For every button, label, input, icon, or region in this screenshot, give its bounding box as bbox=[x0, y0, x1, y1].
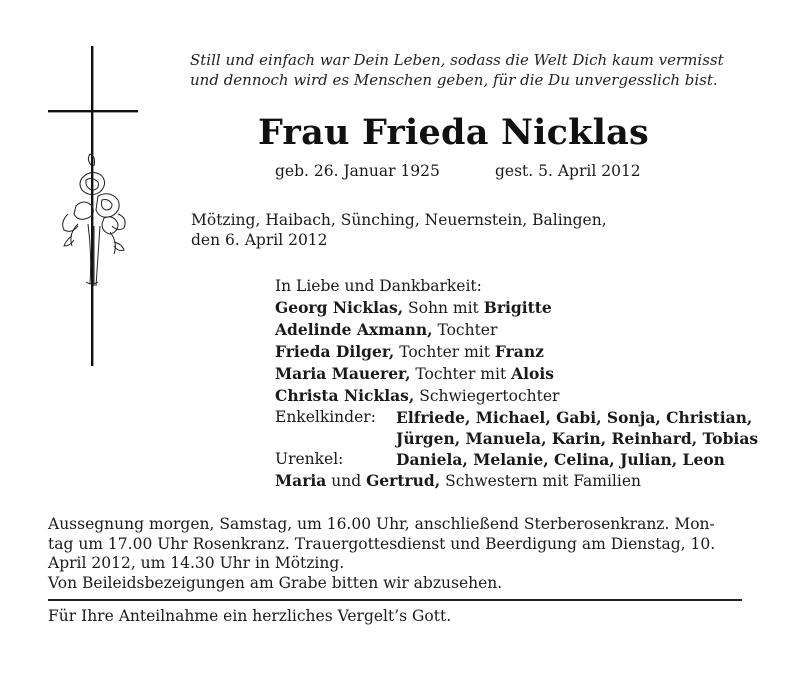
deceased-name: Frau Frieda Nicklas bbox=[258, 112, 649, 153]
grandchildren-names: Elfriede, Michael, Gabi, Sonja, Christian, bbox=[396, 408, 753, 427]
notice-date: den 6. April 2012 bbox=[191, 231, 328, 249]
grandchildren-label: Enkelkinder: bbox=[275, 408, 376, 426]
sisters-and: und bbox=[326, 472, 367, 490]
sister-name: Gertrud, bbox=[366, 471, 441, 490]
divider bbox=[48, 599, 742, 601]
member-name: Christa Nicklas, bbox=[275, 386, 415, 405]
member-relation: Tochter mit bbox=[394, 343, 495, 361]
member-partner: Brigitte bbox=[483, 298, 552, 317]
thanks-note: Für Ihre Anteilnahme ein herzliches Vergelt’s Gott. bbox=[48, 607, 452, 625]
family-member bbox=[275, 297, 755, 319]
quote-line: Still und einfach war Dein Leben, sodass die Welt Dich kaum vermisst bbox=[190, 51, 724, 69]
great-grandchildren bbox=[275, 449, 755, 470]
places-line: Mötzing, Haibach, Sünching, Neuernstein, Balingen, bbox=[191, 211, 607, 229]
condolences-note: Von Beileidsbezeigungen am Grabe bitten wir abzusehen. bbox=[48, 573, 503, 592]
family-intro: In Liebe und Dankbarkeit: bbox=[275, 277, 482, 295]
great-grandchildren-label: Urenkel: bbox=[275, 450, 344, 468]
member-name: Adelinde Axmann, bbox=[275, 320, 433, 339]
grandchildren bbox=[275, 407, 755, 428]
family-member bbox=[275, 319, 755, 341]
service-info bbox=[48, 515, 742, 593]
memorial-quote bbox=[190, 50, 760, 90]
sisters-relation: Schwestern mit Familien bbox=[440, 472, 641, 490]
cross-with-roses-icon bbox=[48, 46, 142, 366]
service-line: April 2012, um 14.30 Uhr in Mötzing. bbox=[48, 554, 345, 572]
member-relation: Tochter bbox=[432, 321, 498, 339]
member-relation: Schwiegertochter bbox=[414, 387, 560, 405]
family-member bbox=[275, 363, 755, 385]
death-date: gest. 5. April 2012 bbox=[495, 162, 641, 180]
member-relation: Tochter mit bbox=[410, 365, 512, 383]
grandchildren-names-cont: Jürgen, Manuela, Karin, Reinhard, Tobias bbox=[396, 429, 759, 448]
member-name: Georg Nicklas, bbox=[275, 298, 404, 317]
sisters bbox=[275, 470, 755, 492]
member-partner: Alois bbox=[511, 364, 554, 383]
family-member bbox=[275, 385, 755, 407]
quote-line: und dennoch wird es Menschen geben, für die Du unvergesslich bist. bbox=[190, 71, 718, 89]
member-relation: Sohn mit bbox=[403, 299, 484, 317]
member-name: Frieda Dilger, bbox=[275, 342, 395, 361]
family-list bbox=[275, 276, 759, 492]
member-name: Maria Mauerer, bbox=[275, 364, 411, 383]
sister-name: Maria bbox=[275, 471, 327, 490]
places-and-date bbox=[191, 210, 607, 250]
service-line: Aussegnung morgen, Samstag, um 16.00 Uhr, anschließend Sterberosenkranz. Mon- bbox=[48, 515, 715, 533]
great-grandchildren-names: Daniela, Melanie, Celina, Julian, Leon bbox=[396, 450, 725, 469]
member-partner: Franz bbox=[494, 342, 544, 361]
life-dates bbox=[275, 160, 641, 182]
family-member bbox=[275, 341, 755, 363]
service-line: tag um 17.00 Uhr Rosenkranz. Trauergottesdienst und Beerdigung am Dienstag, 10. bbox=[48, 534, 716, 553]
birth-date: geb. 26. Januar 1925 bbox=[275, 162, 440, 180]
